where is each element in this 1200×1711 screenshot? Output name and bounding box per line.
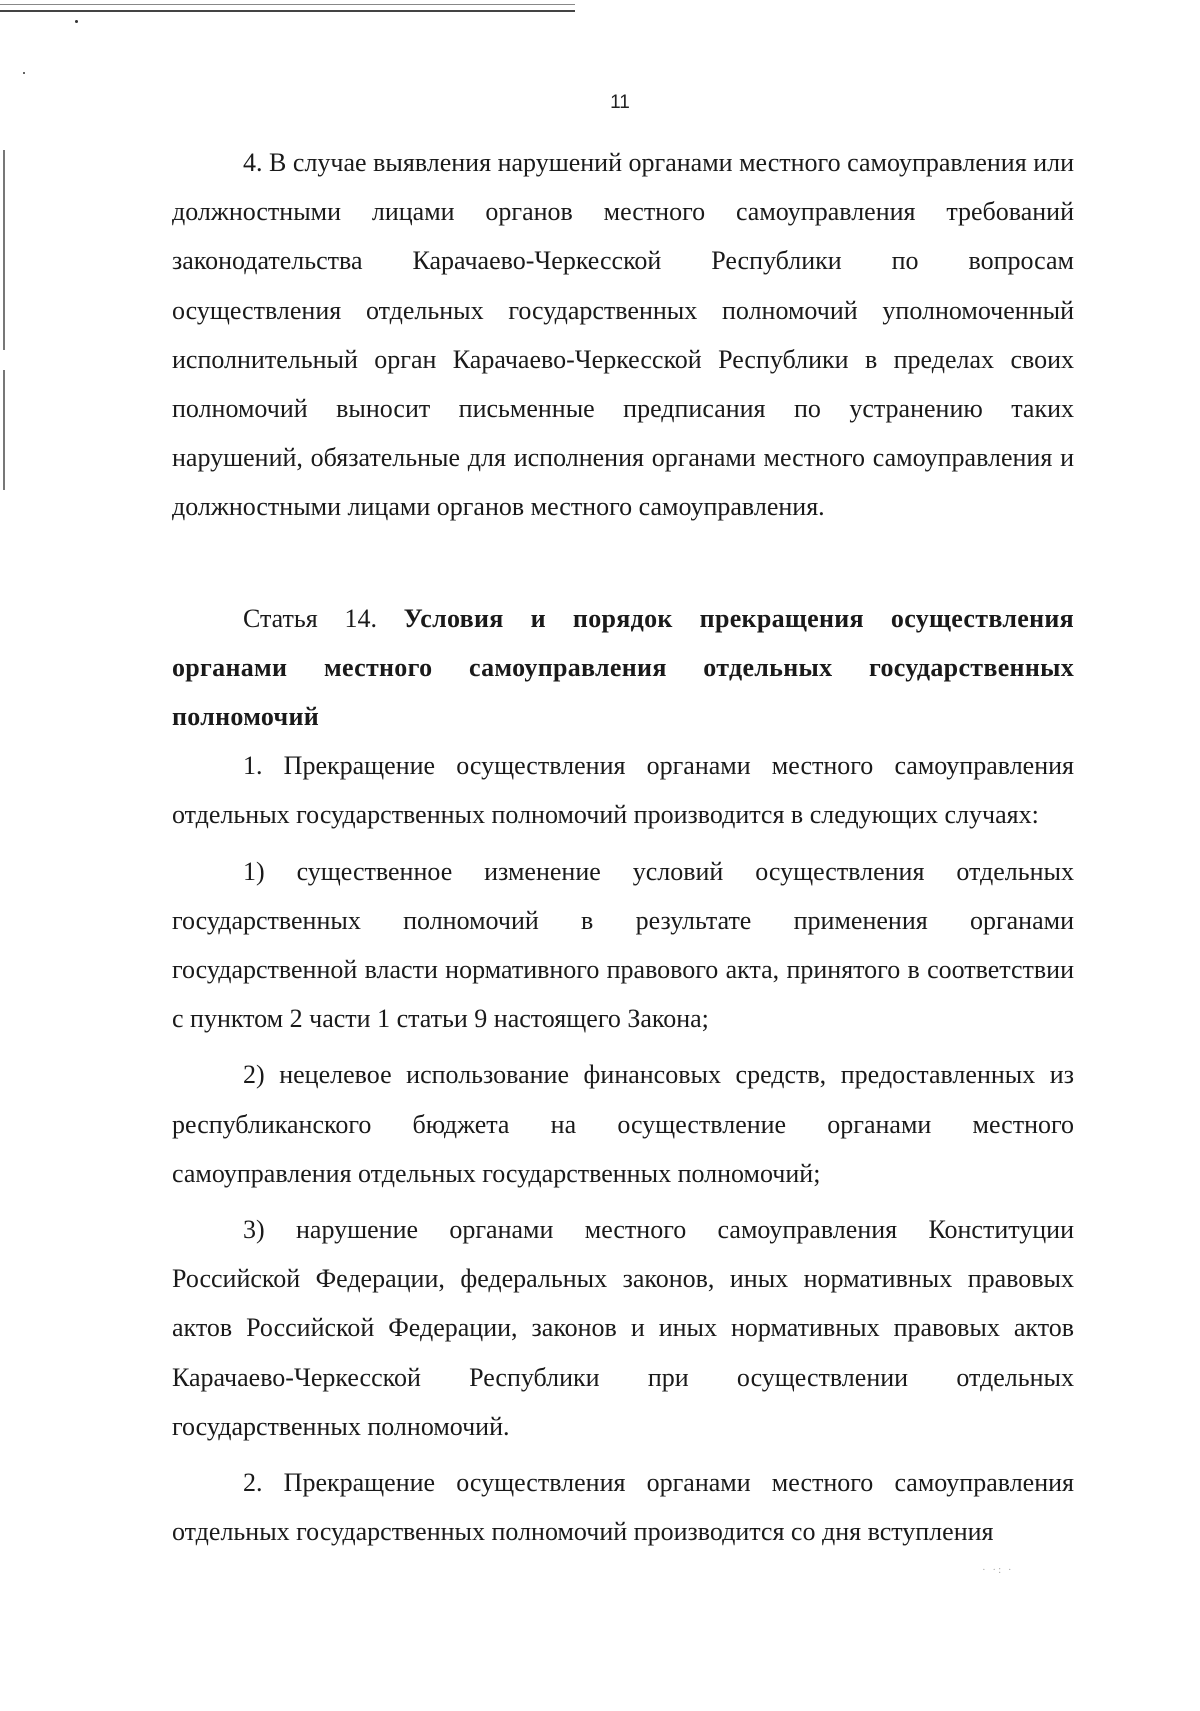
paragraph-2: 2. Прекращение осуществления органами местного самоуправления отдельных государственных полномочий производится со дня вступления <box>172 1468 1074 1547</box>
scan-left-edge-mark <box>3 150 5 350</box>
scan-smudge-mark: · ·: · <box>982 1564 1014 1576</box>
sub-item-3: 3) нарушение органами местного самоуправления Конституции Российской Федерации, федеральных законов, иных нормативных правовых актов Российской Федерации, законов и иных нормативных правовых актов Карачаево-Черкесской Республики при осуществлении отдельных государственных полномочий. <box>172 1215 1074 1441</box>
document-body <box>172 138 1074 1556</box>
scan-speck <box>75 20 78 23</box>
sub-item-1: 1) существенное изменение условий осуществления отдельных государственных полномочий в результате применения органами государственной власти нормативного правового акта, принятого в соответствии с пунктом 2 части 1 статьи 9 настоящего Закона; <box>172 856 1074 1034</box>
article-title: Условия и порядок прекращения осуществления органами местного самоуправления отдельных государственных полномочий <box>172 603 1074 732</box>
scan-top-border <box>0 10 575 12</box>
scan-left-edge-mark <box>3 370 5 490</box>
paragraph-1: 1. Прекращение осуществления органами местного самоуправления отдельных государственных полномочий производится в следующих случаях: <box>172 751 1074 830</box>
article-heading <box>172 594 1074 742</box>
scan-speck <box>23 72 25 74</box>
clause-4-paragraph: 4. В случае выявления нарушений органами местного самоуправления или должностными лицами органов местного самоуправления требований законодательства Карачаево-Черкесской Республики по вопросам осуществления отдельных государственных полномочий уполномоченный исполнительный орган Карачаево-Черкесской Республики в пределах своих полномочий выносит письменные предписания по устранению таких нарушений, обязательные для исполнения органами местного самоуправления и должностными лицами органов местного самоуправления. <box>172 148 1074 522</box>
scan-top-border-thin <box>0 4 575 5</box>
page-number: 11 <box>610 92 630 113</box>
article-label: Статья 14. <box>243 603 377 633</box>
sub-item-2: 2) нецелевое использование финансовых средств, предоставленных из республиканского бюджета на осуществление органами местного самоуправления отдельных государственных полномочий; <box>172 1060 1074 1188</box>
